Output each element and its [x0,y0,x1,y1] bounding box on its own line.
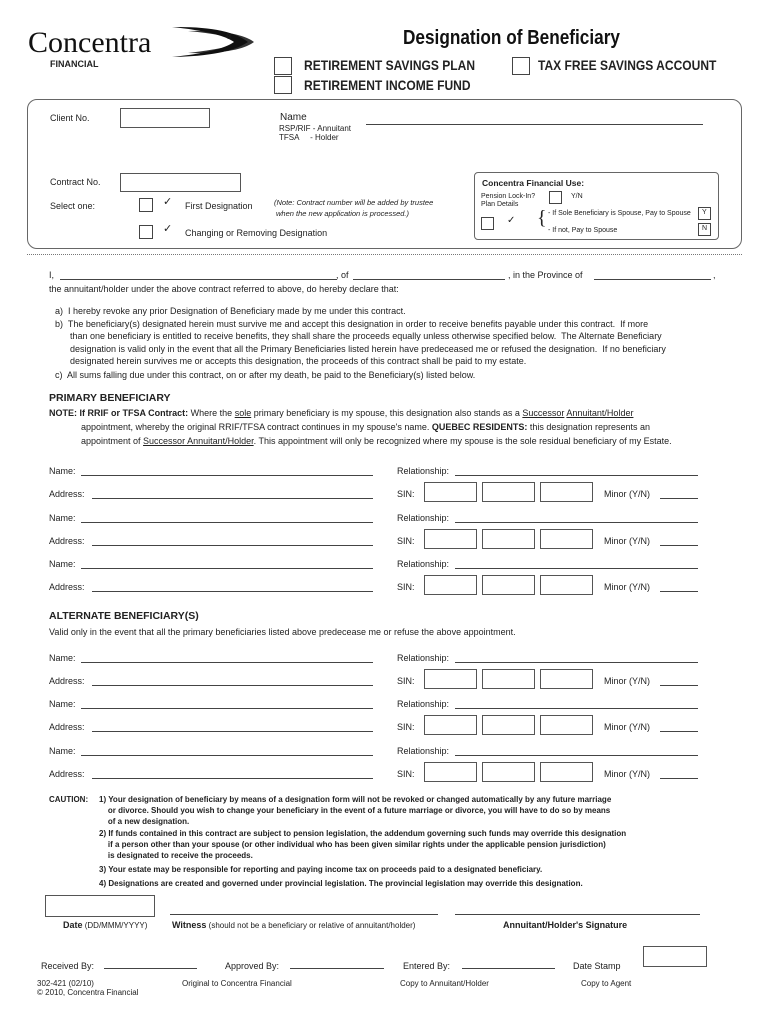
caution-line-5: if a person other than your spouse (or other individual who has been given similar rights under the applicable pension jurisdiction) [99,840,606,849]
primary-note-label: NOTE: If RRIF or TFSA Contract: [49,408,189,418]
changing-designation-checkbox[interactable] [139,225,153,239]
alternate-sin-box-c-1[interactable] [540,669,593,689]
primary-note-line1 [49,408,633,418]
decl-of: , of [336,270,349,280]
primary-sin-label-2: SIN: [397,536,415,546]
yn-label: Y/N [571,193,583,200]
caution-line-1: 1) Your designation of beneficiary by means of a designation form will not be revoked or changed automatically by any future marriage [99,795,612,804]
decl-item-b4: designated herein survives me or accepts this designation, the proceeds of this contract shall be paid to my estate. [55,356,527,366]
decl-line2: the annuitant/holder under the above contract referred to above, do hereby declare that: [49,284,399,294]
primary-address-label-3: Address: [49,582,85,592]
alternate-sin-box-c-3[interactable] [540,762,593,782]
primary-note-b: primary beneficiary is my spouse, this designation also stands as a [251,408,523,418]
primary-note-successor: Successor [522,408,565,418]
primary-minor-label-2: Minor (Y/N) [604,536,651,546]
name-label: Name [280,112,307,123]
primary-sin-box-c-1[interactable] [540,482,593,502]
primary-relationship-line-3[interactable] [455,568,698,569]
date-label: Date [63,920,83,930]
alternate-address-label-1: Address: [49,676,85,686]
alternate-sub: Valid only in the event that all the primary beneficiaries listed above predecease me or refuse the above appointment. [49,627,516,637]
primary-sin-box-a-1[interactable] [424,482,477,502]
date-stamp-label: Date Stamp [573,961,621,971]
primary-note-line3u: Successor Annuitant/Holder [143,436,254,446]
primary-note-line2a: appointment, whereby the original RRIF/TFSA contract continues in my spouse's name. [81,422,432,432]
alternate-minor-line-1[interactable] [660,685,698,686]
alternate-address-line-1[interactable] [92,685,373,686]
tfsa-label: TAX FREE SAVINGS ACCOUNT [538,57,717,73]
primary-note-line3b: . This appointment will only be recognized where my spouse is the sole residual beneficiary of my Estate. [253,436,672,446]
primary-relationship-label-2: Relationship: [397,513,450,523]
brace-icon: { [537,207,547,229]
primary-address-line-1[interactable] [92,498,373,499]
alternate-sin-box-c-2[interactable] [540,715,593,735]
rif-checkbox[interactable] [274,76,292,94]
primary-address-line-3[interactable] [92,591,373,592]
logo-registered: ® [226,34,232,41]
alternate-heading: ALTERNATE BENEFICIARY(S) [49,610,199,622]
alternate-relationship-line-1[interactable] [455,662,698,663]
alternate-name-line-3[interactable] [81,755,373,756]
client-no-label: Client No. [50,113,90,123]
original-copy-note: Original to Concentra Financial [182,979,292,988]
decl-item-b2: than one beneficiary is entitled to receive benefits, they shall share the proceeds equally unless otherwise specified below. The Alternate Beneficiary [55,331,662,341]
decl-item-c: c) All sums falling due under this contract, on or after my death, be paid to the Beneficiary(s) listed below. [55,370,476,380]
primary-sin-box-c-3[interactable] [540,575,593,595]
alternate-relationship-label-2: Relationship: [397,699,450,709]
primary-note-annuitant: Annuitant/Holder [566,408,634,418]
primary-minor-label-3: Minor (Y/N) [604,582,651,592]
alternate-sin-box-a-3[interactable] [424,762,477,782]
alternate-relationship-line-3[interactable] [455,755,698,756]
caution-line-6: is designated to receive the proceeds. [99,851,253,860]
primary-address-line-2[interactable] [92,545,373,546]
plan-details-check-icon: ✓ [507,215,516,226]
primary-relationship-label-3: Relationship: [397,559,450,569]
section-divider [27,254,742,255]
entered-by-line[interactable] [462,968,555,969]
contract-note-line1: (Note: Contract number will be added by trustee [274,198,434,207]
contract-note-line2: when the new application is processed.) [276,209,409,218]
approved-by-label: Approved By: [225,961,280,971]
changing-designation-label: Changing or Removing Designation [185,228,328,238]
primary-sin-box-b-1[interactable] [482,482,535,502]
date-input[interactable] [45,895,155,917]
date-stamp-box[interactable] [643,946,707,967]
date-format: (DD/MMM/YYYY) [82,921,148,930]
witness-label-wrap [172,920,415,930]
form-number: 302-421 (02/10) [37,979,94,988]
contract-no-label: Contract No. [50,177,101,187]
primary-note-line3 [81,436,672,446]
caution-label: CAUTION: [49,795,89,804]
alternate-minor-line-3[interactable] [660,778,698,779]
spouse-n-text: N [702,225,708,232]
primary-note-line2b: this designation represents an [527,422,650,432]
plan-details-label: Plan Details [481,201,519,208]
decl-item-a: a) I hereby revoke any prior Designation of Beneficiary made by me under this contract. [55,306,406,316]
first-designation-check-icon: ✓ [163,196,173,208]
spouse-y-box[interactable] [698,207,711,220]
primary-sin-label-3: SIN: [397,582,415,592]
rif-label: RETIREMENT INCOME FUND [304,77,471,93]
alternate-relationship-label-1: Relationship: [397,653,450,663]
primary-sin-box-a-2[interactable] [424,529,477,549]
caution-line-2: or divorce. Should you wish to change your beneficiary in the event of a future marriage or divorce, you will have to do so by means [99,806,611,815]
decl-i: I, [49,270,55,280]
alternate-name-label-3: Name: [49,746,76,756]
primary-heading: PRIMARY BENEFICIARY [49,392,171,404]
primary-minor-label-1: Minor (Y/N) [604,489,651,499]
office-use-title: Concentra Financial Use: [482,178,585,188]
alternate-name-label-1: Name: [49,653,76,663]
first-designation-checkbox[interactable] [139,198,153,212]
primary-name-label-1: Name: [49,466,76,476]
witness-note: (should not be a beneficiary or relative of annuitant/holder) [206,921,416,930]
name-input-line[interactable] [366,124,703,125]
primary-note-sole: sole [234,408,252,418]
decl-name-line[interactable] [60,279,337,280]
alternate-minor-line-2[interactable] [660,731,698,732]
alternate-minor-label-2: Minor (Y/N) [604,722,651,732]
witness-signature-line[interactable] [170,914,438,915]
if-not-label: - If not, Pay to Spouse [548,227,618,234]
alternate-sin-label-3: SIN: [397,769,415,779]
alternate-minor-label-3: Minor (Y/N) [604,769,651,779]
name-sub-annuitant: RSP/RIF - Annuitant [279,124,352,133]
primary-address-label-1: Address: [49,489,85,499]
holder-signature-line[interactable] [455,914,700,915]
first-designation-label: First Designation [185,201,253,211]
primary-minor-line-2[interactable] [660,545,698,546]
agent-copy-note: Copy to Agent [581,979,632,988]
logo-name: Concentra [28,26,152,59]
plan-details-checkbox[interactable] [481,217,494,230]
entered-by-label: Entered By: [403,961,451,971]
holder-copy-note: Copy to Annuitant/Holder [400,979,489,988]
alternate-address-line-3[interactable] [92,778,373,779]
holder-signature-label: Annuitant/Holder's Signature [503,920,628,930]
primary-relationship-line-1[interactable] [455,475,698,476]
received-by-label: Received By: [41,961,95,971]
alternate-sin-box-a-1[interactable] [424,669,477,689]
caution-line-8: 4) Designations are created and governed under provincial legislation. The provincial legislation may override this designation. [99,879,583,888]
alternate-sin-box-b-3[interactable] [482,762,535,782]
witness-label: Witness [172,920,207,930]
spouse-n-box[interactable] [698,223,711,236]
alternate-sin-box-b-2[interactable] [482,715,535,735]
primary-relationship-label-1: Relationship: [397,466,450,476]
copyright: © 2010, Concentra Financial [37,988,139,997]
alternate-name-line-2[interactable] [81,708,373,709]
decl-item-b1: b) The beneficiary(s) designated herein must survive me and accept this designation in order to receive benefits payable under this contract. If more [55,319,649,329]
alternate-sin-label-2: SIN: [397,722,415,732]
decl-comma: , [713,270,716,280]
name-sub-holder: TFSA - Holder [279,133,339,142]
contract-no-input[interactable] [120,173,241,192]
alternate-relationship-label-3: Relationship: [397,746,450,756]
logo [28,22,238,72]
decl-item-b3: designation is valid only in the event that all the Primary Beneficiaries listed herein have predeceased me or refused the designation. If no beneficiary [55,344,666,354]
spouse-y-text: Y [702,209,707,216]
changing-designation-check-icon: ✓ [163,223,173,235]
alternate-minor-label-1: Minor (Y/N) [604,676,651,686]
primary-sin-box-b-2[interactable] [482,529,535,549]
alternate-name-line-1[interactable] [81,662,373,663]
date-label-wrap [63,920,147,930]
rsp-label: RETIREMENT SAVINGS PLAN [304,57,476,73]
caution-line-7: 3) Your estate may be responsible for reporting and paying income tax on proceeds paid to a designated beneficiary. [99,865,543,874]
lock-in-label: Pension Lock-In? [481,193,536,200]
primary-relationship-line-2[interactable] [455,522,698,523]
primary-name-label-3: Name: [49,559,76,569]
sole-spouse-label: - If Sole Beneficiary is Spouse, Pay to Spouse [548,210,691,217]
primary-sin-box-a-3[interactable] [424,575,477,595]
alternate-address-label-2: Address: [49,722,85,732]
primary-minor-line-1[interactable] [660,498,698,499]
logo-sub: FINANCIAL [50,59,99,69]
primary-note-line3a: appointment of [81,436,144,446]
alternate-sin-label-1: SIN: [397,676,415,686]
primary-name-line-2[interactable] [81,522,373,523]
primary-sin-box-b-3[interactable] [482,575,535,595]
lock-in-checkbox[interactable] [549,191,562,204]
select-one-label: Select one: [50,201,96,211]
client-no-input[interactable] [120,108,210,128]
primary-name-line-1[interactable] [81,475,373,476]
primary-address-label-2: Address: [49,536,85,546]
primary-minor-line-3[interactable] [660,591,698,592]
alternate-address-line-2[interactable] [92,731,373,732]
primary-note-line2 [81,422,650,432]
primary-name-label-2: Name: [49,513,76,523]
primary-note-a: Where the [188,408,235,418]
decl-province-line[interactable] [594,279,711,280]
alternate-address-label-3: Address: [49,769,85,779]
decl-province: , in the Province of [508,270,583,280]
primary-name-line-3[interactable] [81,568,373,569]
approved-by-line[interactable] [290,968,384,969]
alternate-sin-box-a-2[interactable] [424,715,477,735]
received-by-line[interactable] [104,968,197,969]
alternate-name-label-2: Name: [49,699,76,709]
logo-swoosh-icon [168,24,260,60]
tfsa-checkbox[interactable] [512,57,530,75]
page-title: Designation of Beneficiary [403,27,620,49]
primary-sin-label-1: SIN: [397,489,415,499]
alternate-relationship-line-2[interactable] [455,708,698,709]
alternate-sin-box-b-1[interactable] [482,669,535,689]
primary-note-quebec: QUEBEC RESIDENTS: [431,422,528,432]
caution-line-3: of a new designation. [99,817,190,826]
decl-address-line[interactable] [353,279,505,280]
caution-line-4: 2) If funds contained in this contract are subject to pension legislation, the addendum governing such funds may override this designation [99,829,627,838]
primary-sin-box-c-2[interactable] [540,529,593,549]
rsp-checkbox[interactable] [274,57,292,75]
